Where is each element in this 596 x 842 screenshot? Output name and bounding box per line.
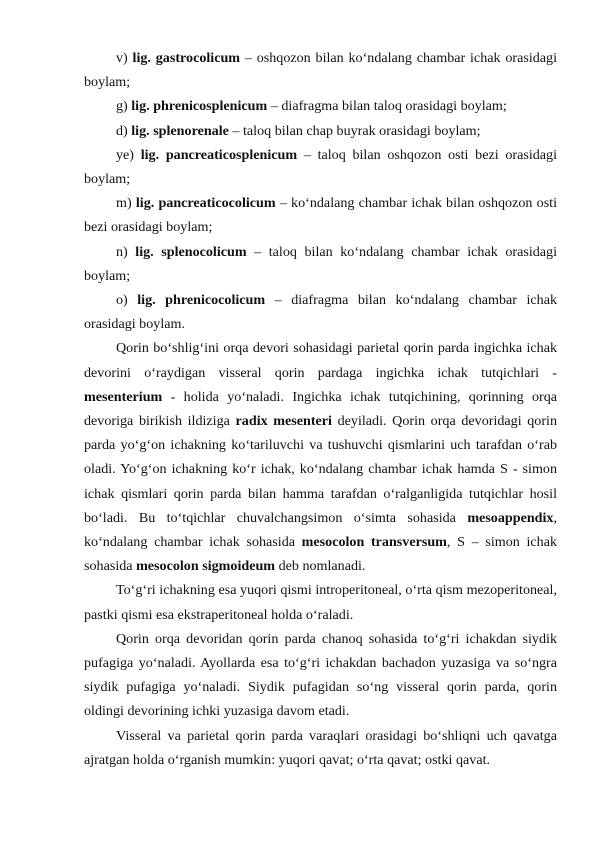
text-run: ye)	[116, 146, 141, 163]
paragraph	[84, 191, 557, 239]
bold-term: radix mesenteri	[235, 413, 332, 430]
text-run: d)	[116, 122, 132, 139]
text-run: – taloq bilan chap buyrak orasidagi boylam;	[228, 122, 481, 139]
text-run: m)	[116, 195, 136, 212]
bold-term: lig. splenorenale	[131, 122, 229, 139]
text-run: deyiladi. Qorin orqa devoridagi qorin parda yo‘g‘on ichakning ko‘tariluvchi va tushuvchi qismlarini uch tarafdan o‘rab oladi. Yo‘g‘on ichakning ko‘r ichak, ko‘ndalang chambar ichak hamda S - simon ichak qismlari qorin parda bilan hamma tarafdan o‘ralganligida tutqichlar hosil bo‘ladi. Bu to‘tqichlar chuvalchangsimon o‘simta sohasida	[84, 413, 558, 526]
text-run: o)	[116, 292, 138, 309]
text-run: Qorin orqa devoridan qorin parda chanoq sohasida to‘g‘ri ichakdan siydik pufagiga yo‘naladi. Ayollarda esa to‘g‘ri ichakdan bachadon yuzasiga va so‘ngra siydik pufagiga yo‘naladi. Siydik pufagidan so‘ng visseral qorin parda, qorin oldingi devorining ichki yuzasiga davom etadi.	[84, 630, 557, 720]
text-run: – ko‘ndalang chambar ichak bilan oshqozon osti bezi orasidagi boylam;	[84, 195, 558, 236]
paragraph	[84, 143, 557, 191]
text-run: – taloq bilan ko‘ndalang chambar ichak orasidagi boylam;	[84, 243, 557, 284]
text-run: Visseral va parietal qorin parda varaqlari orasidagi bo‘shliqni uch qavatga ajratgan holda o‘rganish mumkin: yuqori qavat; o‘rta qavat; ostki qavat.	[84, 727, 557, 768]
text-run: g)	[116, 98, 132, 115]
paragraph	[84, 336, 557, 578]
bold-term: mesocolon transversum	[301, 534, 447, 551]
paragraph	[84, 46, 557, 94]
paragraph	[84, 578, 557, 626]
bold-term: lig. splenocolicum	[135, 243, 247, 260]
bold-term: mesoappendix	[467, 509, 554, 526]
bold-term: lig. gastrocolicum	[132, 50, 241, 66]
text-run: deb nomlanadi.	[275, 558, 366, 575]
bold-term: lig. phrenicosplenicum	[131, 98, 268, 115]
text-run: To‘g‘ri ichakning esa yuqori qismi introperitoneal, o‘rta qism mezoperitoneal, pastki qismi esa ekstraperitoneal holda o‘raladi.	[84, 582, 557, 623]
text-run: – diafragma bilan taloq orasidagi boylam;	[267, 98, 507, 115]
paragraph	[84, 119, 557, 143]
text-run: n)	[116, 243, 136, 260]
paragraph	[84, 627, 557, 724]
paragraph	[84, 724, 557, 772]
text-run: v)	[116, 50, 133, 66]
bold-term: mesocolon sigmoideum	[136, 558, 276, 575]
bold-term: lig. phrenicocolicum	[137, 292, 266, 309]
text-run: - holida yo‘naladi. Ingichka ichak tutqichining, qorinning orqa devoriga birikish ildiziga	[84, 388, 557, 430]
text-run: – oshqozon bilan ko‘ndalang chambar ichak orasidagi boylam;	[84, 50, 558, 91]
paragraph	[84, 240, 557, 288]
bold-term: lig. pancreaticocolicum	[135, 195, 276, 212]
paragraph	[84, 288, 557, 336]
text-run: , ko‘ndalang chambar ichak sohasida	[84, 509, 557, 551]
paragraph	[84, 94, 557, 118]
text-run: – diafragma bilan ko‘ndalang chambar ichak orasidagi boylam.	[84, 292, 558, 333]
document-body	[84, 46, 557, 772]
bold-term: lig. pancreaticosplenicum	[140, 146, 298, 163]
text-run: Qorin bo‘shlig‘ini orqa devori sohasidagi parietal qorin parda ingichka ichak devorini o‘raydigan visseral qorin pardaga ingichka ichak tutqichlari -	[84, 340, 557, 381]
bold-term: mesenterium	[84, 388, 163, 405]
text-run: , S – simon ichak sohasida	[84, 534, 557, 575]
text-run: – taloq bilan oshqozon osti bezi orasidagi boylam;	[84, 146, 558, 188]
